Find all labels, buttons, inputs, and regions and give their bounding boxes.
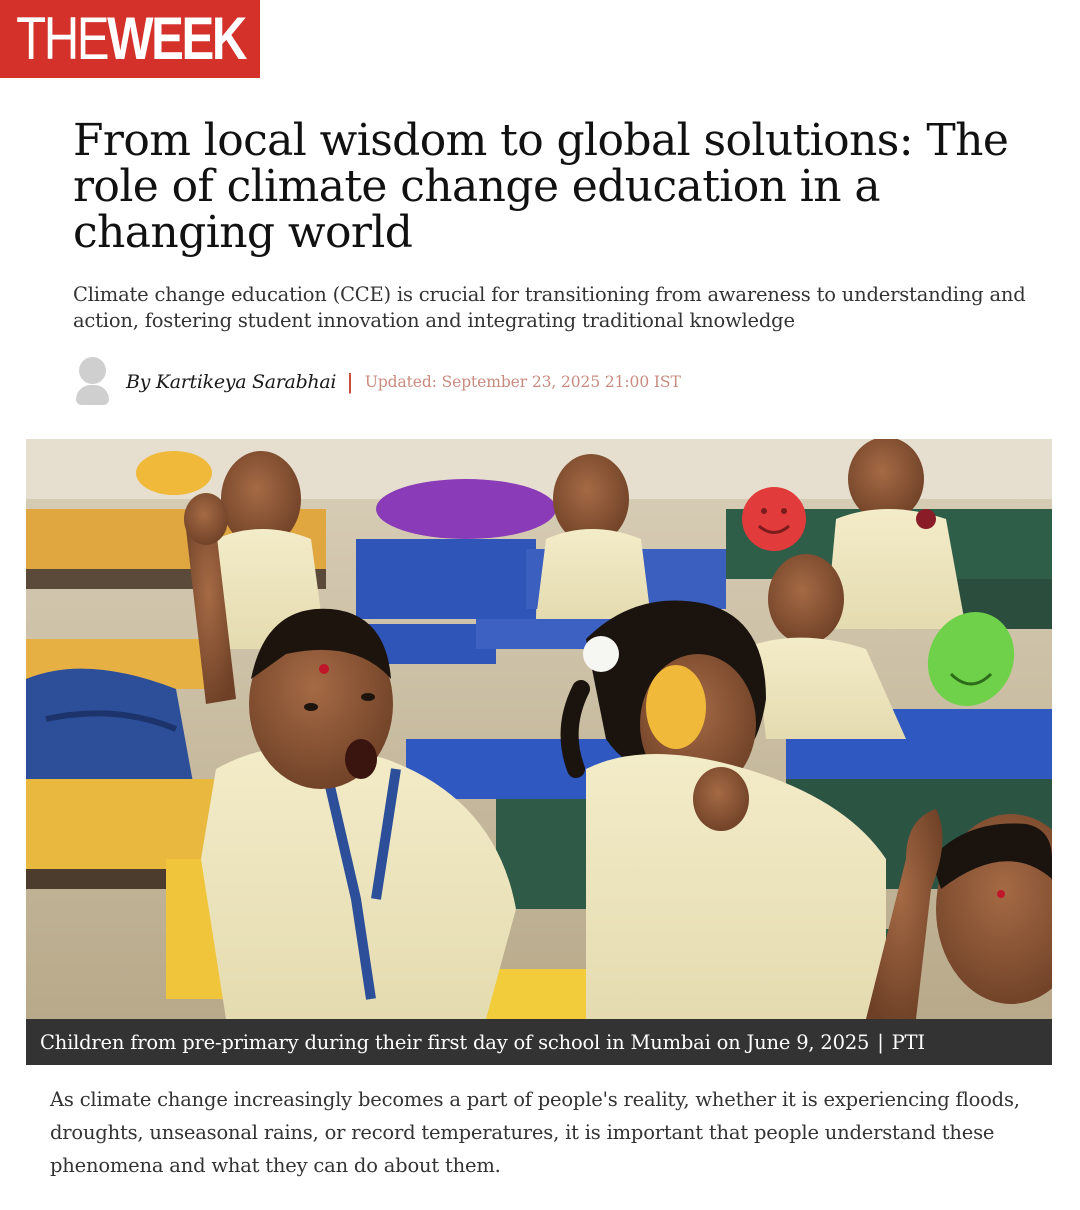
site-logo[interactable] bbox=[0, 0, 260, 78]
byline bbox=[73, 355, 681, 409]
logo-the: THE bbox=[15, 5, 107, 72]
author-avatar-icon bbox=[73, 355, 113, 409]
logo-week: WEEK bbox=[106, 5, 245, 72]
photo-caption bbox=[26, 1019, 1052, 1065]
article-photo bbox=[26, 439, 1052, 1019]
avatar-torso bbox=[76, 385, 109, 405]
byline-separator: | bbox=[347, 369, 353, 394]
photo-credit: PTI bbox=[891, 1030, 925, 1054]
article-headline: From local wisdom to global solutions: The role of climate change education in a changing world bbox=[73, 115, 1009, 258]
photo-illustration bbox=[26, 439, 1052, 1019]
article-body-paragraph: As climate change increasingly becomes a part of people's reality, whether it is experiencing floods, droughts, unseasonal rains, or record temperatures, it is important that people understand these phenomena and what they can do about them. bbox=[50, 1088, 1020, 1177]
logo-wordmark bbox=[15, 5, 245, 72]
avatar-head bbox=[79, 357, 106, 384]
caption-text: Children from pre-primary during their first day of school in Mumbai on June 9, 2025 bbox=[40, 1030, 870, 1054]
article-subheadline: Climate change education (CCE) is crucial for transitioning from awareness to understanding and action, fostering student innovation and integrating traditional knowledge bbox=[73, 283, 1026, 332]
updated-timestamp: Updated: September 23, 2025 21:00 IST bbox=[364, 373, 681, 391]
caption-separator: | bbox=[877, 1030, 884, 1054]
author-name[interactable]: By Kartikeya Sarabhai bbox=[126, 371, 337, 393]
